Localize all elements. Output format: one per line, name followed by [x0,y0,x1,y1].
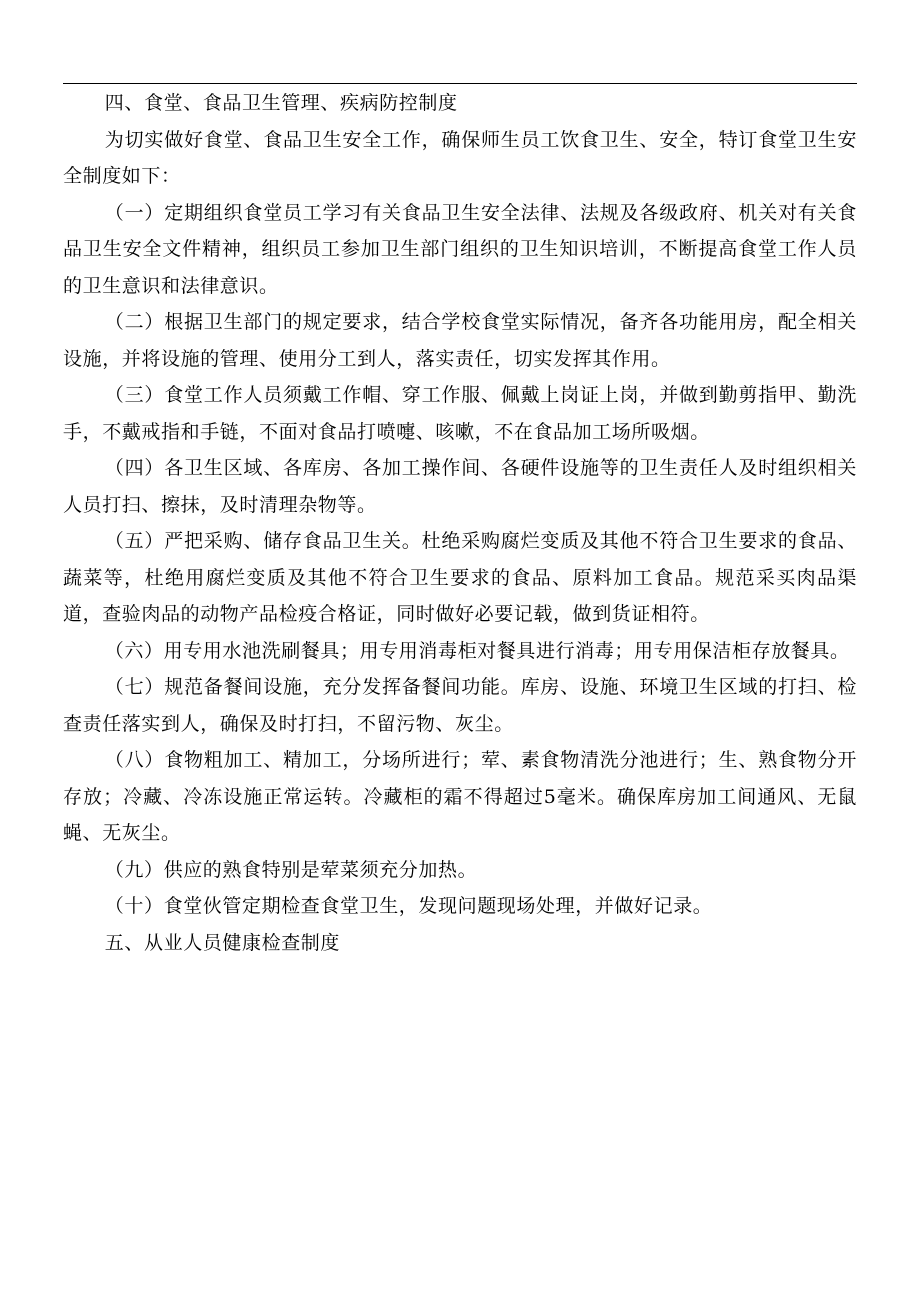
rule-item-6: （六）用专用水池洗刷餐具；用专用消毒柜对餐具进行消毒；用专用保洁柜存放餐具。 [104,639,850,662]
section-heading-4: 四、食堂、食品卫生管理、疾病防控制度 [104,92,458,114]
rule-item-2: （二）根据卫生部门的规定要求，结合学校食堂实际情况，备齐各功能用房，配全相关设施，并将设施的管理、使用分工到人，落实责任，切实发挥其作用。 [63,311,857,370]
rule-item-1: （一）定期组织食堂员工学习有关食品卫生安全法律、法规及各级政府、机关对有关食品卫生安全文件精神，组织员工参加卫生部门组织的卫生知识培训，不断提高食堂工作人员的卫生意识和法律意识。 [63,201,857,297]
rule-item-10: （十）食堂伙管定期检查食堂卫生，发现问题现场处理，并做好记录。 [104,895,713,917]
rule-item-4: （四）各卫生区域、各库房、各加工操作间、各硬件设施等的卫生责任人及时组织相关人员打扫、擦抹，及时清理杂物等。 [63,457,857,516]
header-rule [63,83,857,84]
intro-paragraph: 为切实做好食堂、食品卫生安全工作，确保师生员工饮食卫生、安全，特订食堂卫生安全制度如下： [63,128,857,187]
rule-item-7: （七）规范备餐间设施，充分发挥备餐间功能。库房、设施、环境卫生区域的打扫、检查责任落实到人，确保及时打扫，不留污物、灰尘。 [63,676,857,735]
rule-item-9: （九）供应的熟食特别是荤菜须充分加热。 [104,858,478,881]
rule-item-5: （五）严把采购、储存食品卫生关。杜绝采购腐烂变质及其他不符合卫生要求的食品、蔬菜等，杜绝用腐烂变质及其他不符合卫生要求的食品、原料加工食品。规范采买肉品渠道，查验肉品的动物产品检疫合格证，同时做好必要记载，做到货证相符。 [63,530,857,625]
rule-item-3: （三）食堂工作人员须戴工作帽、穿工作服、佩戴上岗证上岗，并做到勤剪指甲、勤洗手，不戴戒指和手链，不面对食品打喷嚏、咳嗽，不在食品加工场所吸烟。 [63,384,857,443]
document-body [63,85,857,961]
rule-item-8: （八）食物粗加工、精加工，分场所进行；荤、素食物清洗分池进行；生、熟食物分开存放；冷藏、冷冻设施正常运转。冷藏柜的霜不得超过5毫米。确保库房加工间通风、无鼠蝇、无灰尘。 [63,749,857,844]
section-heading-5: 五、从业人员健康检查制度 [104,931,340,954]
